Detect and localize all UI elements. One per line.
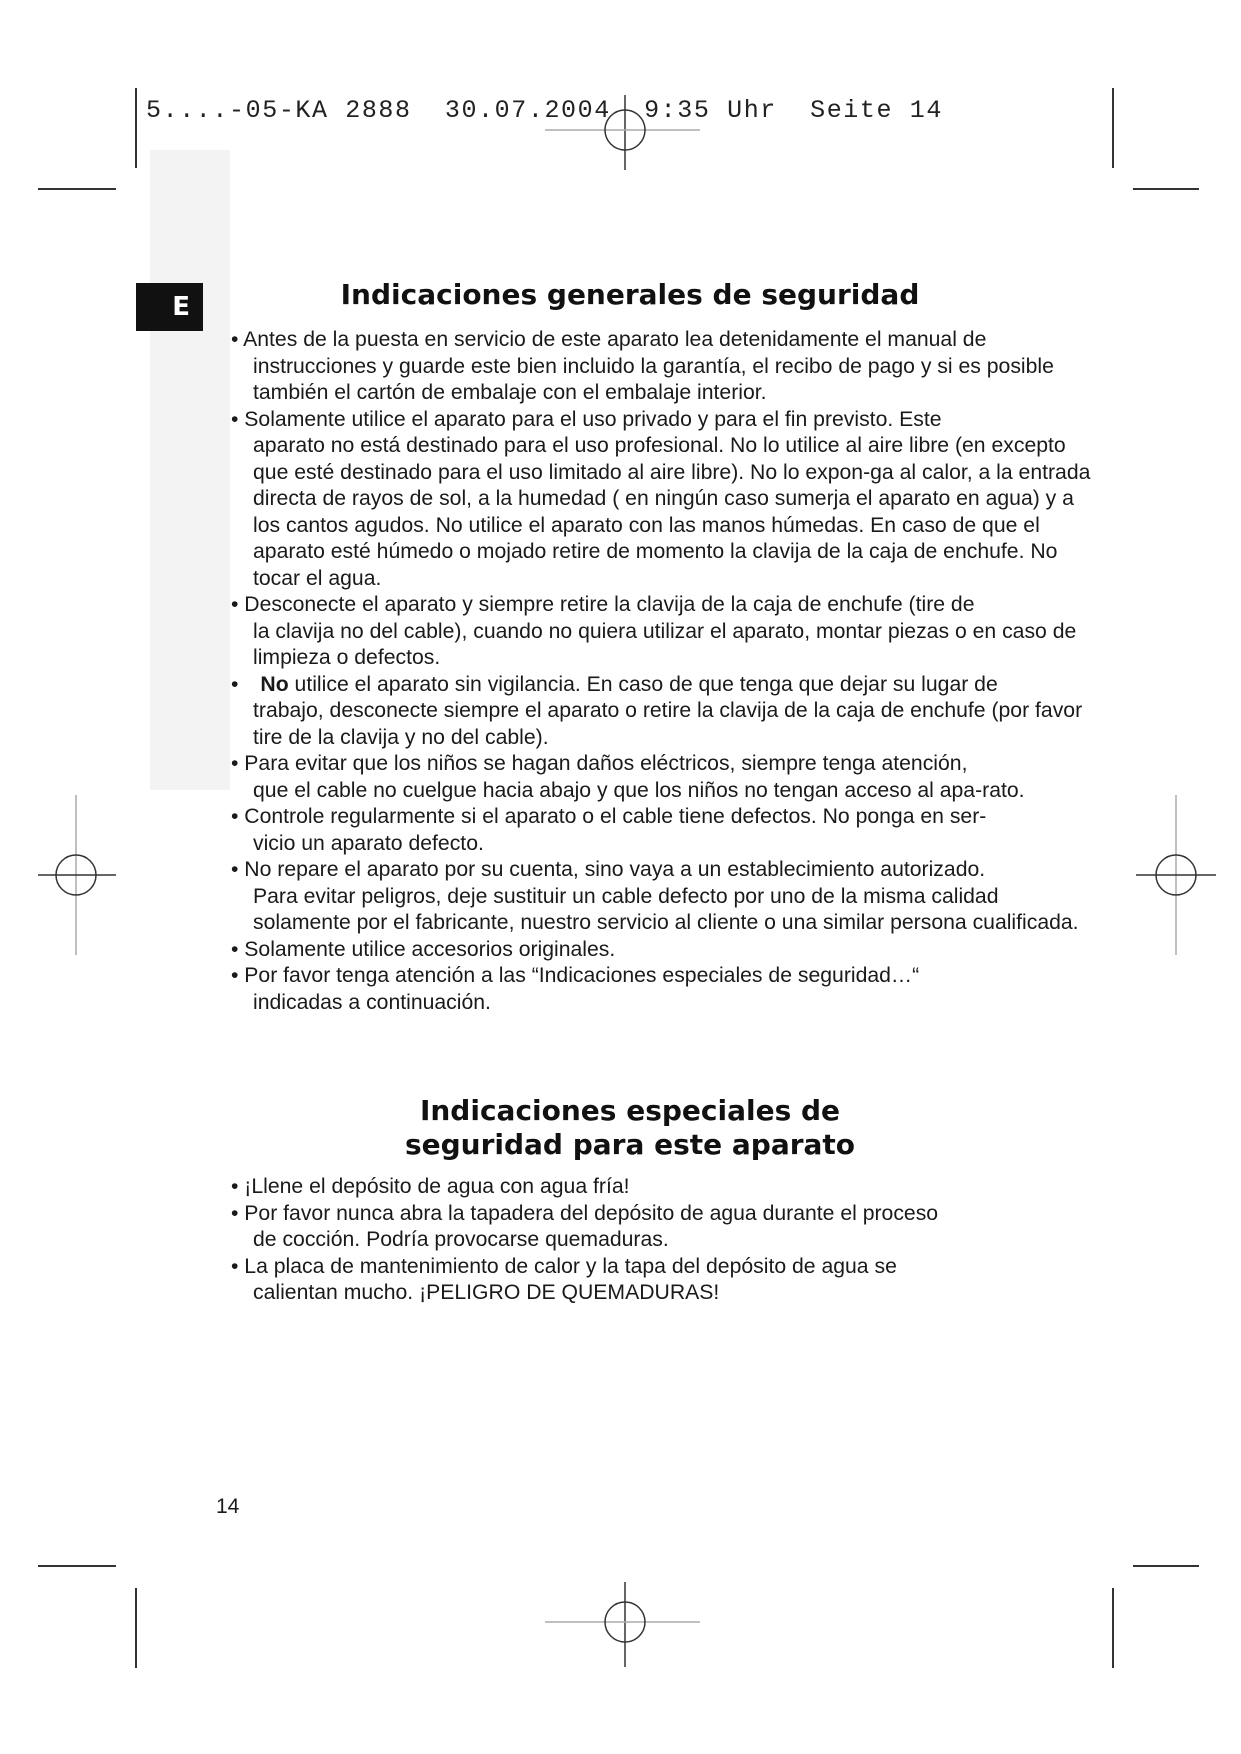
list-item: • Solamente utilice accesorios originales. (231, 937, 616, 961)
section-title-special-safety (310, 1094, 950, 1162)
print-header: 5....-05-KA 2888 30.07.2004 9:35 Uhr Seite 14 (146, 96, 943, 125)
list-item: • La placa de mantenimiento de calor y la tapa del depósito de agua se calientan mucho. ¡PELIGRO DE QUEMADURAS! (231, 1254, 897, 1304)
list-item: • Solamente utilice el aparato para el uso privado y para el fin previsto. Este aparato no está destinado para el uso profesional. No lo utilice al aire libre (en excepto que esté destinado para el uso limitado al aire libre). No lo expon-ga al calor, a la entrada directa de rayos de sol, a la humedad ( en ningún caso sumerja el aparato en agua) y a los cantos agudos. No utilice el aparato con las manos húmedas. En caso de que el aparato esté húmedo o mojado retire de momento la clavija de la caja de enchufe. No tocar el agua. (231, 407, 1091, 590)
registration-mark-top-icon (540, 95, 710, 175)
section-title-line: seguridad para este aparato (404, 1128, 856, 1161)
special-safety-list (215, 1174, 1095, 1307)
crop-mark-top-right-vertical (1112, 88, 1114, 168)
section-title-line: Indicaciones especiales de (419, 1094, 841, 1127)
list-item: • Para evitar que los niños se hagan daños eléctricos, siempre tenga atención, que el cable no cuelgue hacia abajo y que los niños no tengan acceso al apa-rato. (231, 752, 1025, 802)
list-item: • No repare el aparato por su cuenta, sino vaya a un establecimiento autorizado. Para evitar peligros, deje sustituir un cable defecto por uno de la misma calidad solamente por el fabricante, nuestro servicio al cliente o una similar persona cualificada. (231, 858, 1079, 934)
crop-mark-bottom-right-vertical (1112, 1588, 1114, 1668)
registration-mark-right-icon (1130, 795, 1220, 955)
crop-mark-top-left-horizontal (38, 188, 116, 190)
language-tab: E (136, 283, 203, 331)
list-item: • Desconecte el aparato y siempre retire la clavija de la caja de enchufe (tire de la clavija no del cable), cuando no quiera utilizar el aparato, montar piezas o en caso de limpieza o defectos. (231, 593, 1077, 669)
list-item: • No utilice el aparato sin vigilancia. En caso de que tenga que dejar su lugar de trabajo, desconecte siempre el aparato o retire la clavija de la caja de enchufe (por favor tire de la clavija y no del cable). (231, 672, 1083, 749)
list-item: • Por favor nunca abra la tapadera del depósito de agua durante el proceso de cocción. Podría provocarse quemaduras. (231, 1201, 939, 1251)
registration-mark-left-icon (30, 795, 120, 955)
list-item: • Por favor tenga atención a las “Indicaciones especiales de seguridad…“ indicadas a continuación. (231, 964, 920, 1014)
list-item: • ¡Llene el depósito de agua con agua fría! (231, 1175, 630, 1198)
general-safety-list (215, 327, 1095, 1016)
registration-mark-bottom-icon (540, 1582, 710, 1672)
emphasis-no: No (260, 672, 289, 696)
crop-mark-top-right-horizontal (1133, 188, 1199, 190)
bullet: • (231, 672, 239, 696)
list-item: • Controle regularmente si el aparato o el cable tiene defectos. No ponga en ser- vicio un aparato defecto. (231, 805, 987, 855)
section-title-general-safety: Indicaciones generales de seguridad (340, 278, 920, 311)
page-number: 14 (216, 1495, 240, 1518)
crop-mark-bottom-left-vertical (135, 1588, 137, 1668)
crop-mark-bottom-right-horizontal (1133, 1565, 1199, 1567)
crop-mark-bottom-left-horizontal (38, 1565, 116, 1567)
list-item: • Antes de la puesta en servicio de este aparato lea detenidamente el manual de instrucciones y guarde este bien incluido la garantía, el recibo de pago y si es posible también el cartón de embalaje con el embalaje interior. (231, 328, 1054, 404)
crop-mark-top-left-vertical (135, 88, 137, 168)
